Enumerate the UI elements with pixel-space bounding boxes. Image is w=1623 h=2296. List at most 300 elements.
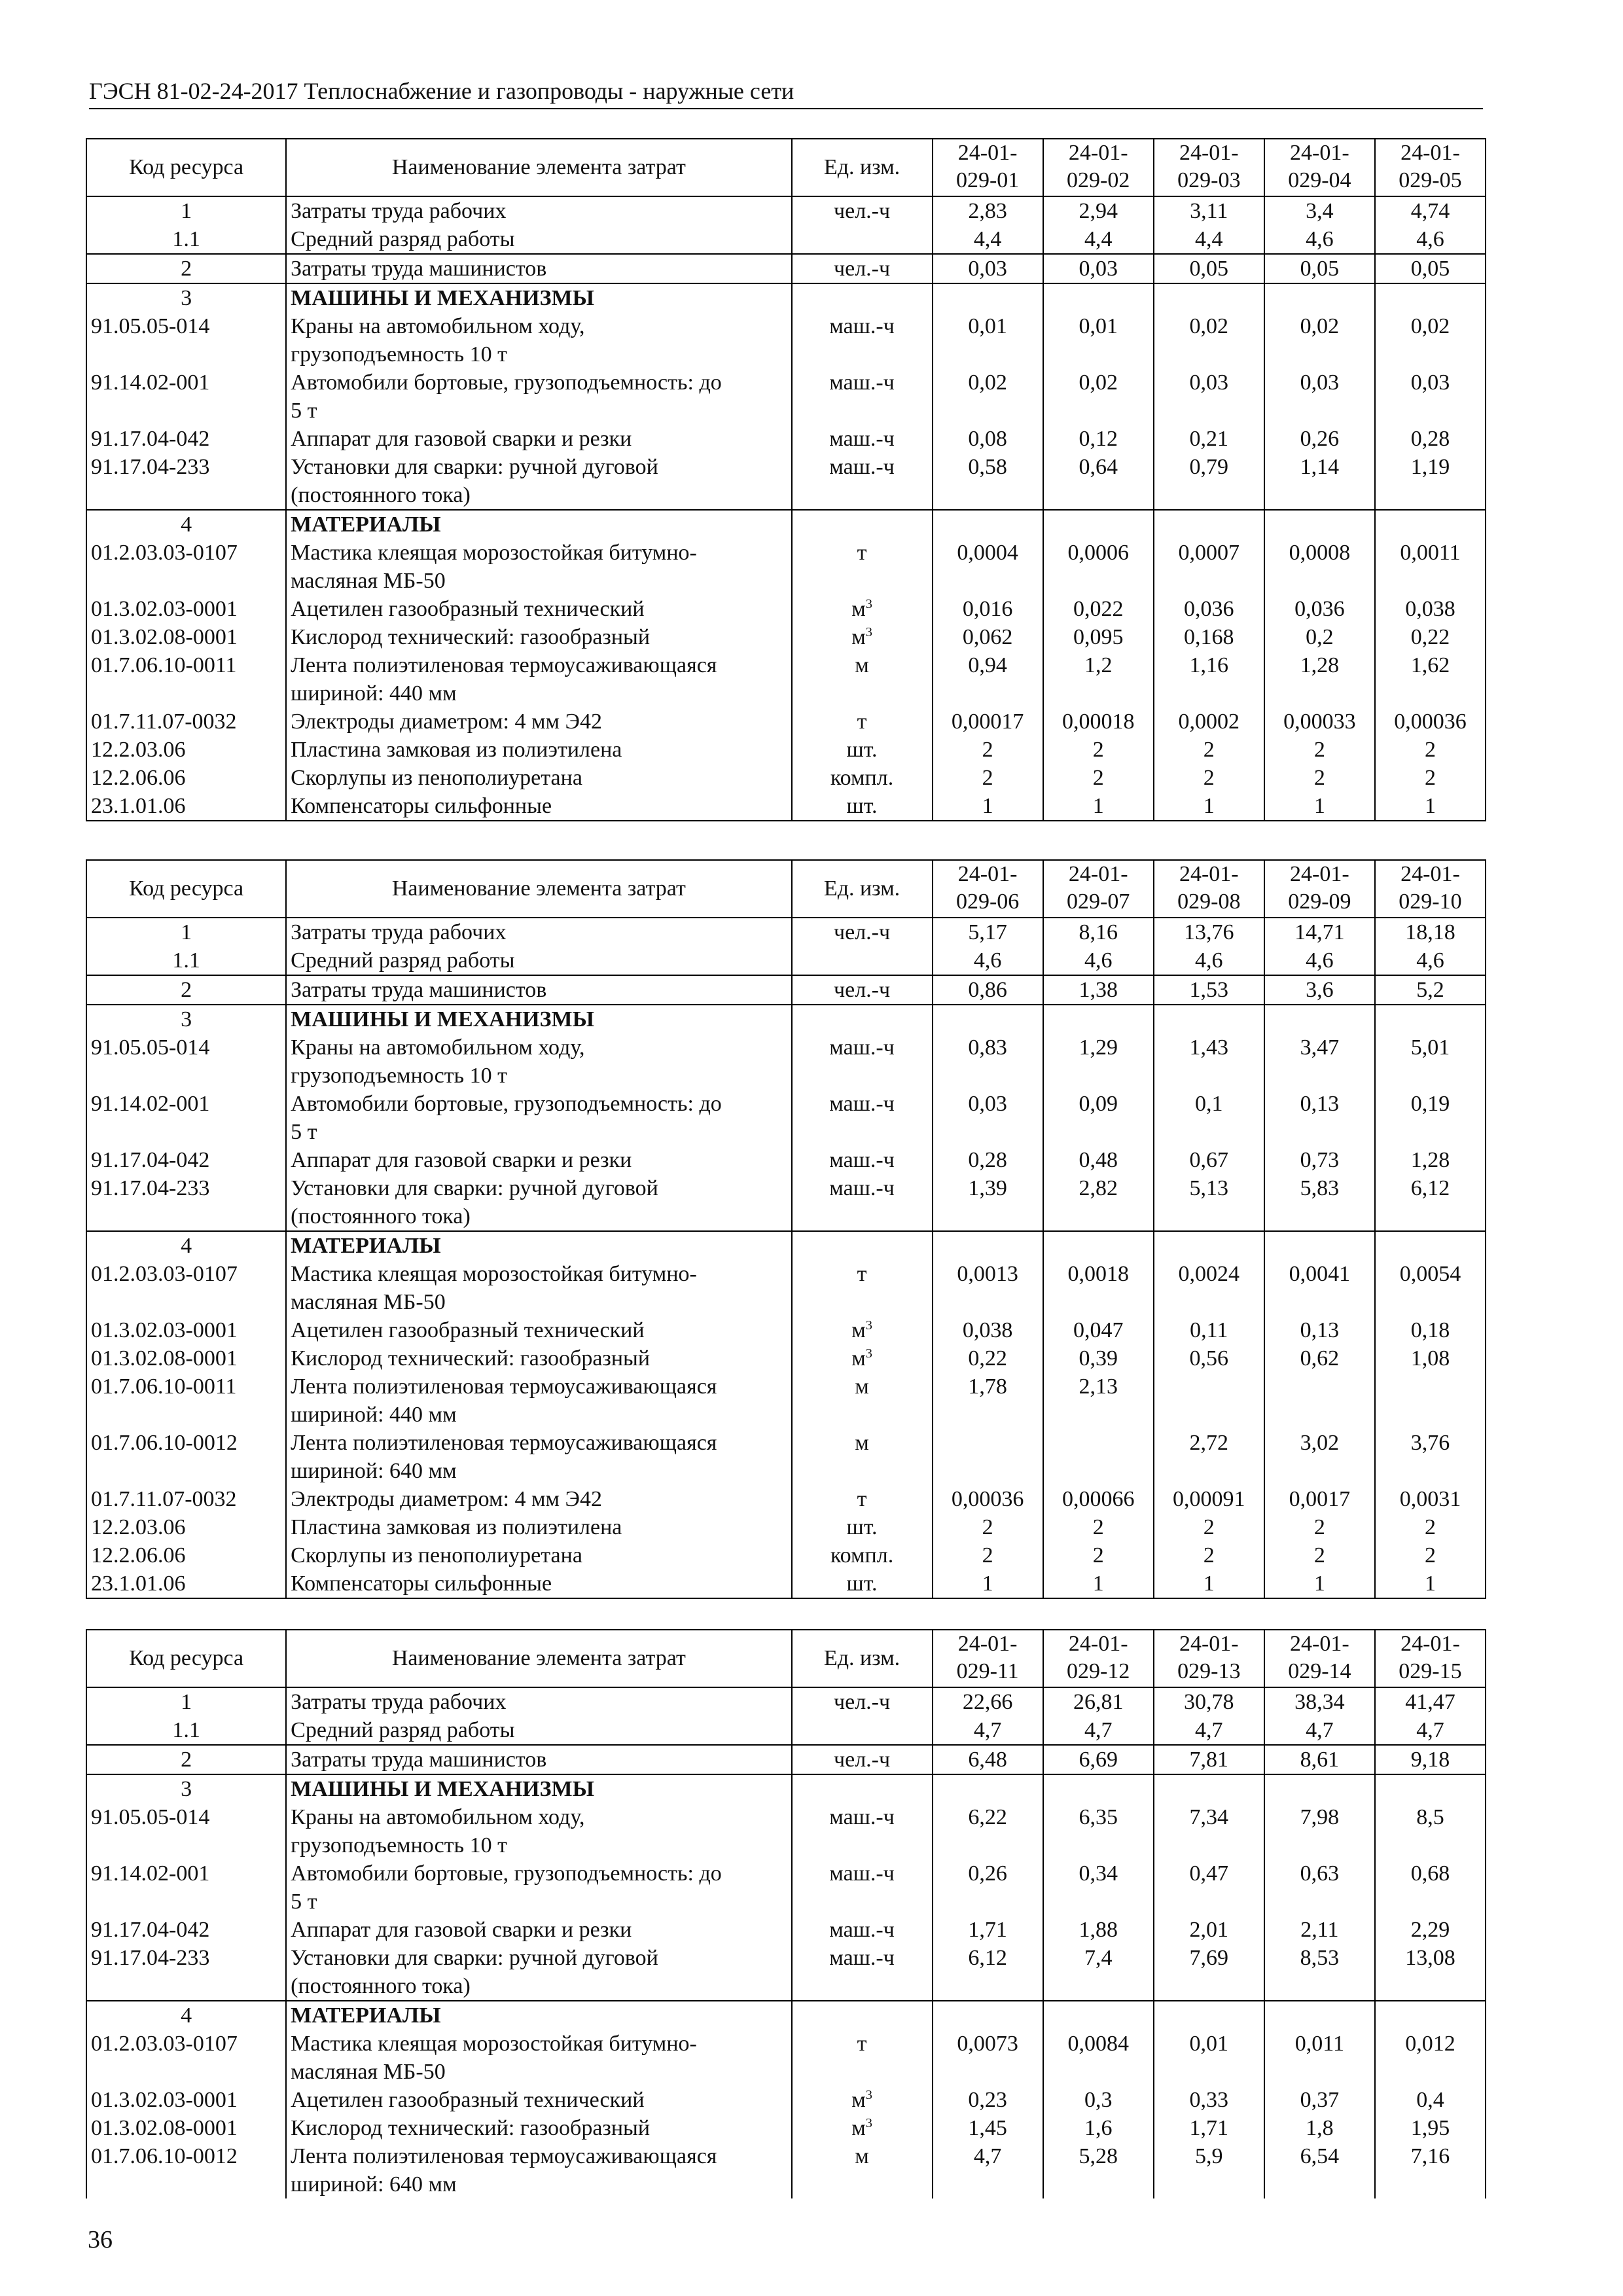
unit-column-header: Ед. изм. xyxy=(792,1630,933,1687)
resource-code: 91.05.05-014 xyxy=(86,1803,286,1859)
value-cell: 4,7 xyxy=(933,2142,1043,2198)
table-row xyxy=(86,453,1486,510)
value-cell: 8,5 xyxy=(1375,1803,1486,1859)
section-row xyxy=(86,1005,1486,1033)
resource-code: 01.7.11.07-0032 xyxy=(86,708,286,736)
value-cell: 1,08 xyxy=(1375,1344,1486,1372)
value-cell: 0,03 xyxy=(1043,254,1154,283)
value-cell: 0,02 xyxy=(1264,312,1375,368)
name-line: 5 т xyxy=(291,1120,317,1144)
norm-header-line: 24-01- xyxy=(1290,1632,1349,1656)
cost-element-name xyxy=(286,1803,791,1859)
value-cell xyxy=(1264,1231,1375,1260)
norm-header-line: 029-13 xyxy=(1177,1659,1241,1683)
value-cell: 5,28 xyxy=(1043,2142,1154,2198)
section-row xyxy=(86,1231,1486,1260)
value-cell: 0,0024 xyxy=(1154,1260,1264,1316)
resource-code: 01.3.02.03-0001 xyxy=(86,1316,286,1344)
table-row xyxy=(86,595,1486,623)
cost-element-name xyxy=(286,283,791,312)
value-cell: 4,4 xyxy=(933,225,1043,254)
cost-element-name xyxy=(286,510,791,539)
resource-code: 01.2.03.03-0107 xyxy=(86,2030,286,2086)
value-cell: 4,4 xyxy=(1154,225,1264,254)
table-header-row xyxy=(86,1630,1486,1687)
unit-cell xyxy=(792,708,933,736)
cost-element-name xyxy=(286,1570,791,1598)
unit-cell xyxy=(792,2086,933,2114)
value-cell: 0,00066 xyxy=(1043,1485,1154,1513)
value-cell: 0,02 xyxy=(1154,312,1264,368)
norm-header-line: 029-08 xyxy=(1177,889,1241,914)
value-cell: 0,02 xyxy=(1375,312,1486,368)
resource-code: 01.7.06.10-0012 xyxy=(86,1429,286,1485)
value-cell: 2,13 xyxy=(1043,1372,1154,1429)
unit-text: м xyxy=(855,1374,869,1399)
value-cell: 4,7 xyxy=(1154,1716,1264,1745)
resource-code: 01.3.02.03-0001 xyxy=(86,595,286,623)
value-cell: 2 xyxy=(1264,764,1375,792)
section-row xyxy=(86,2001,1486,2030)
name-line: Затраты труда машинистов xyxy=(291,257,547,281)
resource-code: 91.14.02-001 xyxy=(86,1090,286,1146)
value-cell: 1,19 xyxy=(1375,453,1486,510)
cost-element-name xyxy=(286,1485,791,1513)
unit-cell xyxy=(792,225,933,254)
norm-column-header xyxy=(1264,1630,1375,1687)
value-cell: 2 xyxy=(1154,736,1264,764)
value-cell xyxy=(1154,2001,1264,2030)
norm-header-line: 029-14 xyxy=(1288,1659,1351,1683)
resource-code: 01.7.06.10-0011 xyxy=(86,651,286,708)
name-line: Пластина замковая из полиэтилена xyxy=(291,738,622,762)
unit-text: чел.-ч xyxy=(834,978,891,1002)
name-line: Установки для сварки: ручной дуговой xyxy=(291,455,658,479)
value-cell xyxy=(1043,510,1154,539)
value-cell: 0,73 xyxy=(1264,1146,1375,1174)
cost-element-name xyxy=(286,708,791,736)
value-cell: 0,062 xyxy=(933,623,1043,651)
value-cell: 5,13 xyxy=(1154,1174,1264,1231)
table-row xyxy=(86,1344,1486,1372)
value-cell xyxy=(1375,2001,1486,2030)
name-line: Затраты труда машинистов xyxy=(291,978,547,1002)
value-cell: 8,16 xyxy=(1043,918,1154,946)
value-cell: 1,95 xyxy=(1375,2114,1486,2142)
value-cell: 0,34 xyxy=(1043,1859,1154,1916)
table-header-row xyxy=(86,139,1486,196)
name-line: Кислород технический: газообразный xyxy=(291,1346,651,1371)
resource-code: 12.2.03.06 xyxy=(86,736,286,764)
value-cell: 0,26 xyxy=(1264,425,1375,453)
value-cell: 1 xyxy=(1264,1570,1375,1598)
value-cell xyxy=(1264,1372,1375,1429)
unit-cell xyxy=(792,425,933,453)
value-cell: 1,71 xyxy=(933,1916,1043,1944)
name-line: Средний разряд работы xyxy=(291,1718,515,1742)
value-cell: 1 xyxy=(1375,792,1486,821)
resource-code: 3 xyxy=(86,1005,286,1033)
cost-element-name xyxy=(286,1944,791,2001)
value-cell: 1,14 xyxy=(1264,453,1375,510)
value-cell: 6,48 xyxy=(933,1745,1043,1774)
value-cell: 4,7 xyxy=(933,1716,1043,1745)
name-line: шириной: 440 мм xyxy=(291,1403,457,1427)
name-line: МАШИНЫ И МЕХАНИЗМЫ xyxy=(291,1777,595,1801)
value-cell xyxy=(1154,1231,1264,1260)
unit-text: м xyxy=(851,625,866,649)
value-cell: 2,72 xyxy=(1154,1429,1264,1485)
cost-element-name xyxy=(286,196,791,225)
name-line: Аппарат для газовой сварки и резки xyxy=(291,1148,632,1172)
norm-header-line: 029-10 xyxy=(1399,889,1462,914)
value-cell: 0,22 xyxy=(933,1344,1043,1372)
unit-cell xyxy=(792,1174,933,1231)
unit-text: маш.-ч xyxy=(829,1918,895,1942)
document-header: ГЭСН 81-02-24-2017 Теплоснабжение и газопроводы - наружные сети xyxy=(89,78,794,104)
unit-cell xyxy=(792,1916,933,1944)
section-row xyxy=(86,1774,1486,1803)
name-line: Лента полиэтиленовая термоусаживающаяся xyxy=(291,1431,717,1455)
norm-column-header xyxy=(933,139,1043,196)
value-cell: 0,047 xyxy=(1043,1316,1154,1344)
unit-cell xyxy=(792,1231,933,1260)
cost-element-name xyxy=(286,1260,791,1316)
cost-element-name xyxy=(286,1745,791,1774)
value-cell: 0,12 xyxy=(1043,425,1154,453)
unit-superscript: 3 xyxy=(865,624,872,639)
unit-text: т xyxy=(857,541,867,565)
resource-code: 2 xyxy=(86,1745,286,1774)
cost-element-name xyxy=(286,1344,791,1372)
value-cell: 0,02 xyxy=(933,368,1043,425)
value-cell xyxy=(1043,1005,1154,1033)
cost-element-name xyxy=(286,1774,791,1803)
unit-text: м xyxy=(851,1346,866,1371)
value-cell: 5,9 xyxy=(1154,2142,1264,2198)
value-cell: 0,62 xyxy=(1264,1344,1375,1372)
name-line: Компенсаторы сильфонные xyxy=(291,1571,552,1596)
value-cell: 5,17 xyxy=(933,918,1043,946)
unit-column-header: Ед. изм. xyxy=(792,139,933,196)
value-cell: 3,11 xyxy=(1154,196,1264,225)
norm-header-line: 24-01- xyxy=(957,141,1018,165)
table-row xyxy=(86,1803,1486,1859)
unit-cell xyxy=(792,2142,933,2198)
value-cell: 7,98 xyxy=(1264,1803,1375,1859)
value-cell xyxy=(933,1774,1043,1803)
value-cell: 0,03 xyxy=(1375,368,1486,425)
value-cell xyxy=(1375,283,1486,312)
unit-cell xyxy=(792,1005,933,1033)
unit-text: м xyxy=(855,2144,869,2168)
value-cell: 0,39 xyxy=(1043,1344,1154,1372)
value-cell: 0,03 xyxy=(933,1090,1043,1146)
value-cell xyxy=(1154,283,1264,312)
value-cell xyxy=(1375,1774,1486,1803)
resource-code: 4 xyxy=(86,1231,286,1260)
unit-cell xyxy=(792,1260,933,1316)
norm-header-line: 029-04 xyxy=(1288,168,1351,192)
value-cell xyxy=(933,2001,1043,2030)
value-cell: 30,78 xyxy=(1154,1687,1264,1716)
norm-column-header xyxy=(1043,139,1154,196)
value-cell: 5,83 xyxy=(1264,1174,1375,1231)
unit-text: компл. xyxy=(830,1543,894,1568)
page-number: 36 xyxy=(88,2226,113,2253)
value-cell: 4,7 xyxy=(1375,1716,1486,1745)
name-line: масляная МБ-50 xyxy=(291,1290,446,1314)
value-cell: 2,83 xyxy=(933,196,1043,225)
value-cell: 0,05 xyxy=(1264,254,1375,283)
unit-cell xyxy=(792,918,933,946)
value-cell xyxy=(1375,1231,1486,1260)
unit-cell xyxy=(792,1716,933,1745)
value-cell: 0,03 xyxy=(1154,368,1264,425)
name-line: Автомобили бортовые, грузоподъемность: до xyxy=(291,370,722,395)
value-cell xyxy=(933,1231,1043,1260)
value-cell: 2 xyxy=(933,1513,1043,1541)
value-cell: 8,53 xyxy=(1264,1944,1375,2001)
value-cell xyxy=(1264,510,1375,539)
value-cell: 0,56 xyxy=(1154,1344,1264,1372)
value-cell: 2 xyxy=(1154,764,1264,792)
value-cell: 0,18 xyxy=(1375,1316,1486,1344)
value-cell: 0,0013 xyxy=(933,1260,1043,1316)
resource-code: 3 xyxy=(86,1774,286,1803)
resource-code: 2 xyxy=(86,254,286,283)
value-cell xyxy=(1264,1774,1375,1803)
value-cell: 0,05 xyxy=(1154,254,1264,283)
value-cell: 2 xyxy=(1043,1541,1154,1570)
norm-column-header xyxy=(1375,139,1486,196)
unit-cell xyxy=(792,651,933,708)
value-cell: 4,6 xyxy=(1264,225,1375,254)
table-row xyxy=(86,736,1486,764)
unit-cell xyxy=(792,1513,933,1541)
unit-text: маш.-ч xyxy=(829,427,895,451)
name-line: (постоянного тока) xyxy=(291,1204,471,1229)
unit-text: маш.-ч xyxy=(829,455,895,479)
value-cell: 4,6 xyxy=(1154,946,1264,975)
table-row xyxy=(86,1859,1486,1916)
resource-code: 1 xyxy=(86,1687,286,1716)
norm-column-header xyxy=(1043,1630,1154,1687)
cost-element-name xyxy=(286,1716,791,1745)
table-row xyxy=(86,2030,1486,2086)
unit-text: маш.-ч xyxy=(829,1176,895,1200)
resource-code: 91.17.04-233 xyxy=(86,1174,286,1231)
value-cell: 2 xyxy=(1043,1513,1154,1541)
norm-header-line: 24-01- xyxy=(1179,141,1239,165)
value-cell: 6,12 xyxy=(1375,1174,1486,1231)
name-line: МАТЕРИАЛЫ xyxy=(291,512,441,537)
code-column-header: Код ресурса xyxy=(86,1630,286,1687)
resource-code: 1 xyxy=(86,918,286,946)
name-line: (постоянного тока) xyxy=(291,1974,471,1998)
value-cell: 0,05 xyxy=(1375,254,1486,283)
cost-element-name xyxy=(286,254,791,283)
unit-column-header: Ед. изм. xyxy=(792,860,933,918)
value-cell: 13,76 xyxy=(1154,918,1264,946)
value-cell: 4,4 xyxy=(1043,225,1154,254)
unit-text: маш.-ч xyxy=(829,1035,895,1060)
unit-text: компл. xyxy=(830,766,894,790)
table-row xyxy=(86,539,1486,595)
cost-element-name xyxy=(286,1316,791,1344)
table-row xyxy=(86,312,1486,368)
unit-cell xyxy=(792,368,933,425)
resource-code: 01.3.02.03-0001 xyxy=(86,2086,286,2114)
name-line: Кислород технический: газообразный xyxy=(291,625,651,649)
name-line: Кислород технический: газообразный xyxy=(291,2116,651,2140)
norm-header-line: 029-11 xyxy=(956,1659,1019,1683)
value-cell: 2 xyxy=(1264,1541,1375,1570)
name-line: Краны на автомобильном ходу, xyxy=(291,1805,585,1829)
value-cell: 0,13 xyxy=(1264,1090,1375,1146)
cost-element-name xyxy=(286,1859,791,1916)
cost-element-name xyxy=(286,975,791,1005)
value-cell: 0,0007 xyxy=(1154,539,1264,595)
value-cell: 0,67 xyxy=(1154,1146,1264,1174)
unit-cell xyxy=(792,1485,933,1513)
value-cell: 3,4 xyxy=(1264,196,1375,225)
value-cell: 5,2 xyxy=(1375,975,1486,1005)
cost-element-name xyxy=(286,368,791,425)
table-row xyxy=(86,1316,1486,1344)
norm-header-line: 24-01- xyxy=(1400,1632,1460,1656)
unit-cell xyxy=(792,196,933,225)
cost-element-name xyxy=(286,2086,791,2114)
value-cell: 7,4 xyxy=(1043,1944,1154,2001)
norm-header-line: 24-01- xyxy=(957,1632,1018,1656)
unit-text: м xyxy=(851,1318,866,1342)
unit-text: шт. xyxy=(846,794,878,818)
unit-text: маш.-ч xyxy=(829,1805,895,1829)
value-cell: 3,47 xyxy=(1264,1033,1375,1090)
resource-code: 01.2.03.03-0107 xyxy=(86,539,286,595)
name-line: Средний разряд работы xyxy=(291,227,515,251)
header-rule xyxy=(89,108,1483,109)
value-cell: 0,168 xyxy=(1154,623,1264,651)
name-line: грузоподъемность 10 т xyxy=(291,1833,507,1857)
value-cell: 0,095 xyxy=(1043,623,1154,651)
unit-cell xyxy=(792,595,933,623)
table-row xyxy=(86,1745,1486,1774)
name-line: Лента полиэтиленовая термоусаживающаяся xyxy=(291,2144,717,2168)
name-line: 5 т xyxy=(291,399,317,423)
value-cell: 0,00091 xyxy=(1154,1485,1264,1513)
name-column-header: Наименование элемента затрат xyxy=(286,1630,791,1687)
cost-element-name xyxy=(286,918,791,946)
value-cell: 2,94 xyxy=(1043,196,1154,225)
value-cell: 0,63 xyxy=(1264,1859,1375,1916)
value-cell: 6,12 xyxy=(933,1944,1043,2001)
unit-superscript: 3 xyxy=(865,1318,872,1333)
table-row xyxy=(86,2114,1486,2142)
value-cell: 3,76 xyxy=(1375,1429,1486,1485)
value-cell xyxy=(1375,510,1486,539)
resource-code: 01.3.02.08-0001 xyxy=(86,623,286,651)
value-cell: 0,2 xyxy=(1264,623,1375,651)
value-cell: 41,47 xyxy=(1375,1687,1486,1716)
value-cell: 0,036 xyxy=(1264,595,1375,623)
unit-cell xyxy=(792,1316,933,1344)
resource-code: 23.1.01.06 xyxy=(86,792,286,821)
name-line: Краны на автомобильном ходу, xyxy=(291,314,585,338)
unit-text: м xyxy=(851,2088,866,2112)
cost-element-name xyxy=(286,2030,791,2086)
resource-code: 91.14.02-001 xyxy=(86,368,286,425)
value-cell: 7,81 xyxy=(1154,1745,1264,1774)
value-cell: 0,00017 xyxy=(933,708,1043,736)
name-line: Мастика клеящая морозостойкая битумно- xyxy=(291,541,697,565)
resource-code: 01.7.06.10-0012 xyxy=(86,2142,286,2198)
unit-text: чел.-ч xyxy=(834,920,891,944)
code-column-header: Код ресурса xyxy=(86,139,286,196)
resource-code: 91.17.04-233 xyxy=(86,453,286,510)
unit-text: чел.-ч xyxy=(834,257,891,281)
norm-header-line: 24-01- xyxy=(1290,141,1349,165)
norm-header-line: 24-01- xyxy=(1068,1632,1128,1656)
name-line: Средний разряд работы xyxy=(291,948,515,973)
value-cell: 4,7 xyxy=(1043,1716,1154,1745)
unit-cell xyxy=(792,2030,933,2086)
value-cell: 4,74 xyxy=(1375,196,1486,225)
value-cell: 0,036 xyxy=(1154,595,1264,623)
table-row xyxy=(86,1033,1486,1090)
norm-header-line: 029-09 xyxy=(1288,889,1351,914)
table-row xyxy=(86,1429,1486,1485)
name-line: Затраты труда машинистов xyxy=(291,1748,547,1772)
value-cell: 7,34 xyxy=(1154,1803,1264,1859)
name-line: грузоподъемность 10 т xyxy=(291,342,507,367)
value-cell: 2 xyxy=(1375,764,1486,792)
value-cell: 0,02 xyxy=(1043,368,1154,425)
unit-cell xyxy=(792,736,933,764)
unit-text: м xyxy=(855,1431,869,1455)
table-row xyxy=(86,1260,1486,1316)
name-line: Пластина замковая из полиэтилена xyxy=(291,1515,622,1539)
unit-text: т xyxy=(857,1487,867,1511)
table-row xyxy=(86,1541,1486,1570)
value-cell: 1,28 xyxy=(1264,651,1375,708)
cost-element-name xyxy=(286,225,791,254)
resource-code: 91.17.04-042 xyxy=(86,1916,286,1944)
table-row xyxy=(86,651,1486,708)
unit-text: маш.-ч xyxy=(829,1148,895,1172)
unit-cell xyxy=(792,453,933,510)
norm-header-line: 029-06 xyxy=(955,889,1020,914)
value-cell: 0,0004 xyxy=(933,539,1043,595)
value-cell: 0,03 xyxy=(933,254,1043,283)
value-cell: 1,8 xyxy=(1264,2114,1375,2142)
cost-element-name xyxy=(286,1541,791,1570)
value-cell: 1,62 xyxy=(1375,651,1486,708)
table-row xyxy=(86,946,1486,975)
cost-element-name xyxy=(286,651,791,708)
value-cell: 2,11 xyxy=(1264,1916,1375,1944)
norm-header-line: 029-07 xyxy=(1067,889,1130,914)
value-cell: 0,58 xyxy=(933,453,1043,510)
unit-cell xyxy=(792,1803,933,1859)
table-row xyxy=(86,1687,1486,1716)
value-cell: 0,48 xyxy=(1043,1146,1154,1174)
cost-element-name xyxy=(286,2001,791,2030)
name-line: Затраты труда рабочих xyxy=(291,1690,507,1714)
unit-text: маш.-ч xyxy=(829,314,895,338)
value-cell xyxy=(1043,1429,1154,1485)
